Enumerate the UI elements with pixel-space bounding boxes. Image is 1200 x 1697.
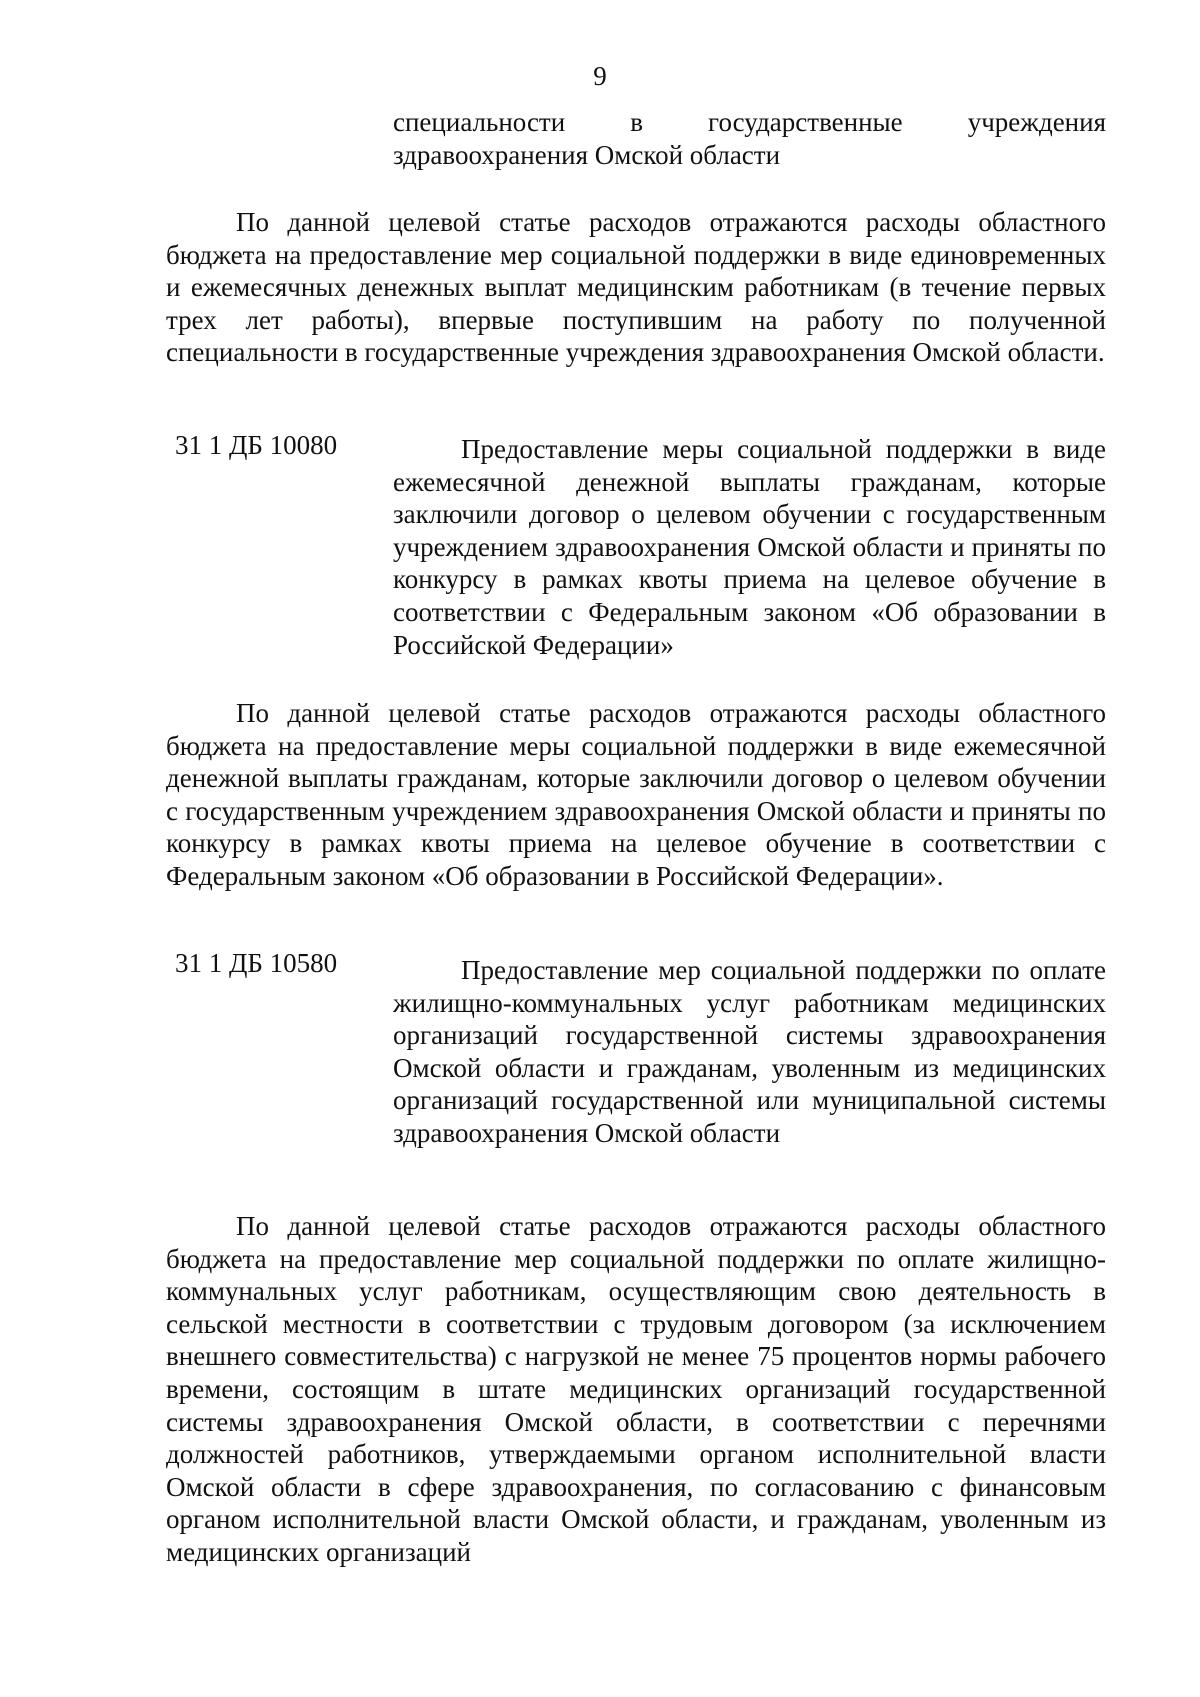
continuation-text: специальности в государственные учреждения здравоохранения Омской области bbox=[393, 107, 1106, 170]
page-number: 9 bbox=[593, 61, 607, 91]
paragraph-1: По данной целевой статье расходов отражаются расходы областного бюджета на предоставление мер социальной поддержки в виде единовременных и ежемесячных денежных выплат медицинским работникам (в течение первых трех лет работы), впервые поступившим на работу по полученной специальности в государственные учреждения здравоохранения Омской области. bbox=[166, 207, 1106, 368]
budget-code-2-description: Предоставление мер социальной поддержки по оплате жилищно-коммунальных услуг работникам медицинских организаций государственной системы здравоохранения Омской области и гражданам, уволенным из медицинских организаций государственной или муниципальной системы здравоохранения Омской области bbox=[393, 955, 1106, 1148]
budget-code-1-description: Предоставление меры социальной поддержки в виде ежемесячной денежной выплаты гражданам, которые заключили договор о целевом обучении с государственным учреждением здравоохранения Омской области и приняты по конкурсу в рамках квоты приема на целевое обучение в соответствии с Федеральным законом «Об образовании в Российской Федерации» bbox=[393, 434, 1106, 660]
paragraph-2: По данной целевой статье расходов отражаются расходы областного бюджета на предоставление меры социальной поддержки в виде ежемесячной денежной выплаты гражданам, которые заключили договор о целевом обучении с государственным учреждением здравоохранения Омской области и приняты по конкурсу в рамках квоты приема на целевое обучение в соответствии с Федеральным законом «Об образовании в Российской Федерации». bbox=[166, 698, 1106, 891]
paragraph-3: По данной целевой статье расходов отражаются расходы областного бюджета на предоставление мер социальной поддержки по оплате жилищно-коммунальных услуг работникам, осуществляющим свою деятельность в сельской местности в соответствии с трудовым договором (за исключением внешнего совместительства) с нагрузкой не менее 75 процентов нормы рабочего времени, состоящим в штате медицинских организаций государственной системы здравоохранения Омской области, в соответствии с перечнями должностей работников, утверждаемыми органом исполнительной власти Омской области в сфере здравоохранения, по согласованию с финансовым органом исполнительной власти Омской области, и гражданам, уволенным из медицинских организаций bbox=[166, 1211, 1106, 1567]
budget-code-1: 31 1 ДБ 10080 bbox=[175, 430, 338, 460]
budget-code-2: 31 1 ДБ 10580 bbox=[175, 948, 338, 978]
